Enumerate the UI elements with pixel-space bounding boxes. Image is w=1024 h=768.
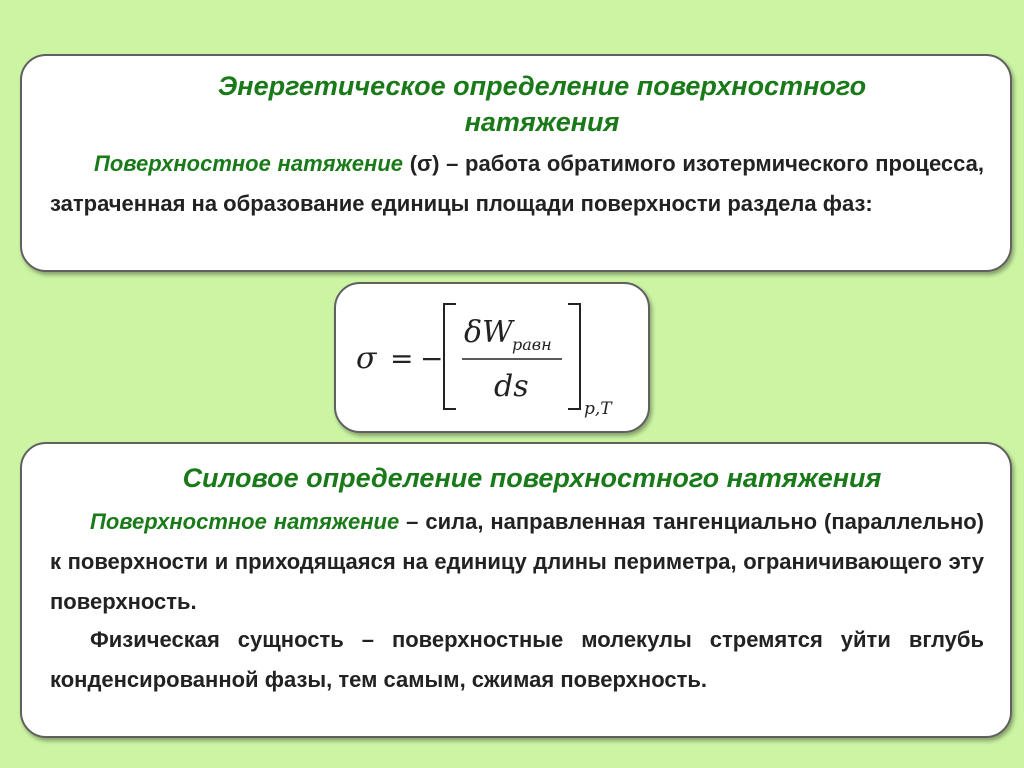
- energetic-definition-text: [50, 144, 984, 224]
- force-definition-box: [20, 442, 1012, 738]
- energetic-text: (σ) – работа обратимого изотермического процесса, затраченная на образование единицы площади поверхности раздела фаз:: [50, 151, 984, 216]
- energetic-title-line2: натяжения: [464, 107, 620, 137]
- force-title: Силовое определение поверхностного натяжения: [182, 463, 882, 493]
- formula-subscript-pT: p,T: [584, 399, 612, 419]
- formula-numerator-subscript: равн: [512, 335, 552, 354]
- left-bracket: [444, 304, 456, 409]
- energetic-definition-box: [20, 54, 1012, 272]
- formula-denominator: ds: [494, 369, 529, 404]
- surface-tension-formula: [336, 284, 648, 431]
- physical-meaning-text: Физическая сущность – поверхностные молекулы стремятся уйти вглубь конденсированной фазы, тем самым, сжимая поверхность.: [50, 627, 984, 692]
- force-text: – сила, направленная тангенциально (параллельно) к поверхности и приходящаяся на единицу длины периметра, ограничивающего эту поверхность.: [50, 509, 984, 614]
- force-definition-text: [50, 502, 984, 622]
- energetic-term: Поверхностное натяжение: [94, 151, 403, 176]
- formula-minus: −: [420, 342, 444, 375]
- formula-equals: =: [390, 342, 414, 375]
- right-bracket: [568, 304, 580, 409]
- force-term: Поверхностное натяжение: [90, 509, 400, 534]
- energetic-title-line1: Энергетическое определение поверхностного: [217, 71, 867, 101]
- formula-sigma: σ: [356, 341, 377, 376]
- formula-numerator: δW: [464, 315, 513, 350]
- formula-box: [334, 282, 650, 433]
